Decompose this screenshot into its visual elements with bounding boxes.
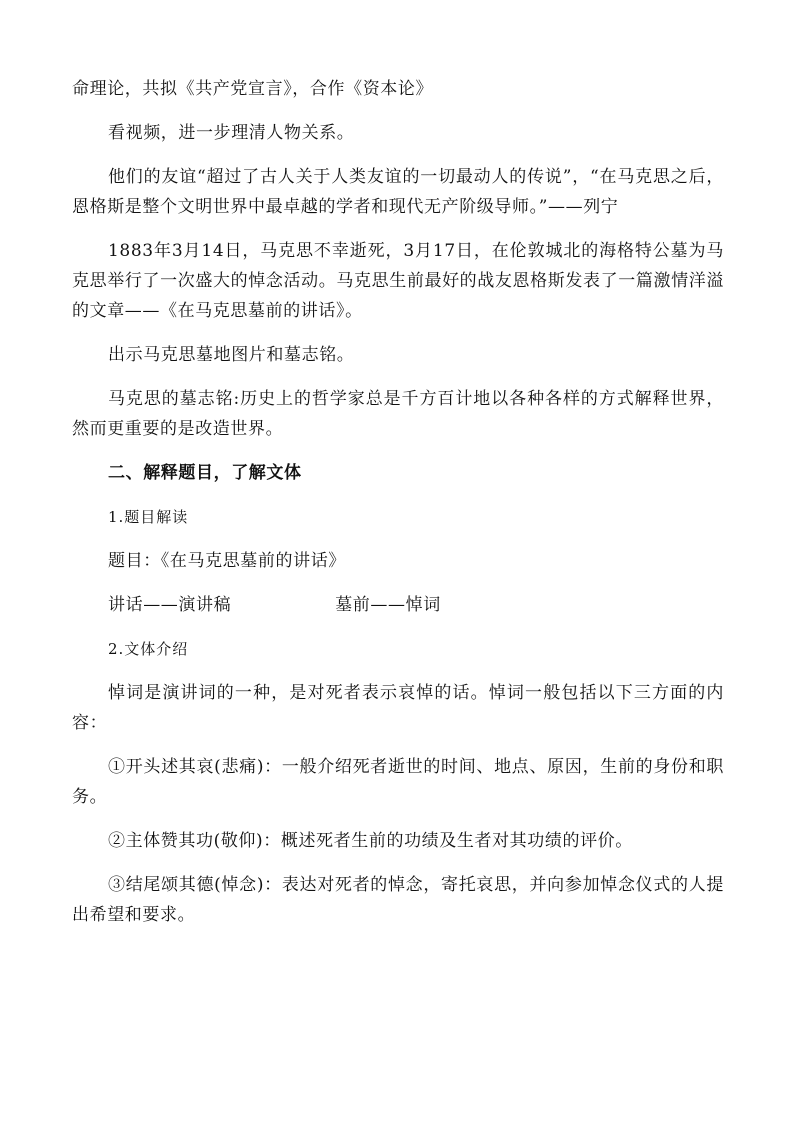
point-1: ①开头述其哀(悲痛)：一般介绍死者逝世的时间、地点、原因，生前的身份和职务。 <box>72 757 724 807</box>
paragraph-1883-event: 1883年3月14日，马克思不幸逝死，3月17日，在伦敦城北的海格特公墓为马克思举行了一次盛大的悼念活动。马克思生前最好的战友恩格斯发表了一篇激情洋溢的文章——《在马克思墓前的讲话》。 <box>72 241 724 321</box>
point-3: ③结尾颂其德(悼念)：表达对死者的悼念，寄托哀思，并向参加悼念仪式的人提出希望和要求。 <box>72 875 724 925</box>
grave-term: 墓前——悼词 <box>335 595 441 615</box>
genre-intro: 悼词是演讲词的一种，是对死者表示哀悼的话。悼词一般包括以下三方面的内容： <box>72 683 724 733</box>
item-2-title: 2.文体介绍 <box>108 640 189 658</box>
item-1-title: 1.题目解读 <box>108 508 189 526</box>
section-heading: 二、解释题目，了解文体 <box>108 463 302 483</box>
terms-line <box>72 590 724 620</box>
point-2: ②主体赞其功(敬仰)：概述死者生前的功绩及生者对其功绩的评价。 <box>108 831 633 851</box>
paragraph-friendship-quote: 他们的友谊“超过了古人关于人类友谊的一切最动人的传说”，“在马克思之后，恩格斯是整个文明世界中最卓越的学者和现代无产阶级导师。”——列宁 <box>72 167 724 217</box>
paragraph-video: 看视频，进一步理清人物关系。 <box>108 123 355 143</box>
paragraph-continuation: 命理论，共拟《共产党宣言》，合作《资本论》 <box>72 79 434 99</box>
title-line: 题目：《在马克思墓前的讲话》 <box>108 551 346 571</box>
paragraph-show-epitaph: 出示马克思墓地图片和墓志铭。 <box>108 345 355 365</box>
document-body <box>72 74 724 930</box>
paragraph-epitaph: 马克思的墓志铭:历史上的哲学家总是千方百计地以各种各样的方式解释世界，然而更重要的是改造世界。 <box>72 389 724 439</box>
speech-term: 讲话——演讲稿 <box>108 595 232 615</box>
